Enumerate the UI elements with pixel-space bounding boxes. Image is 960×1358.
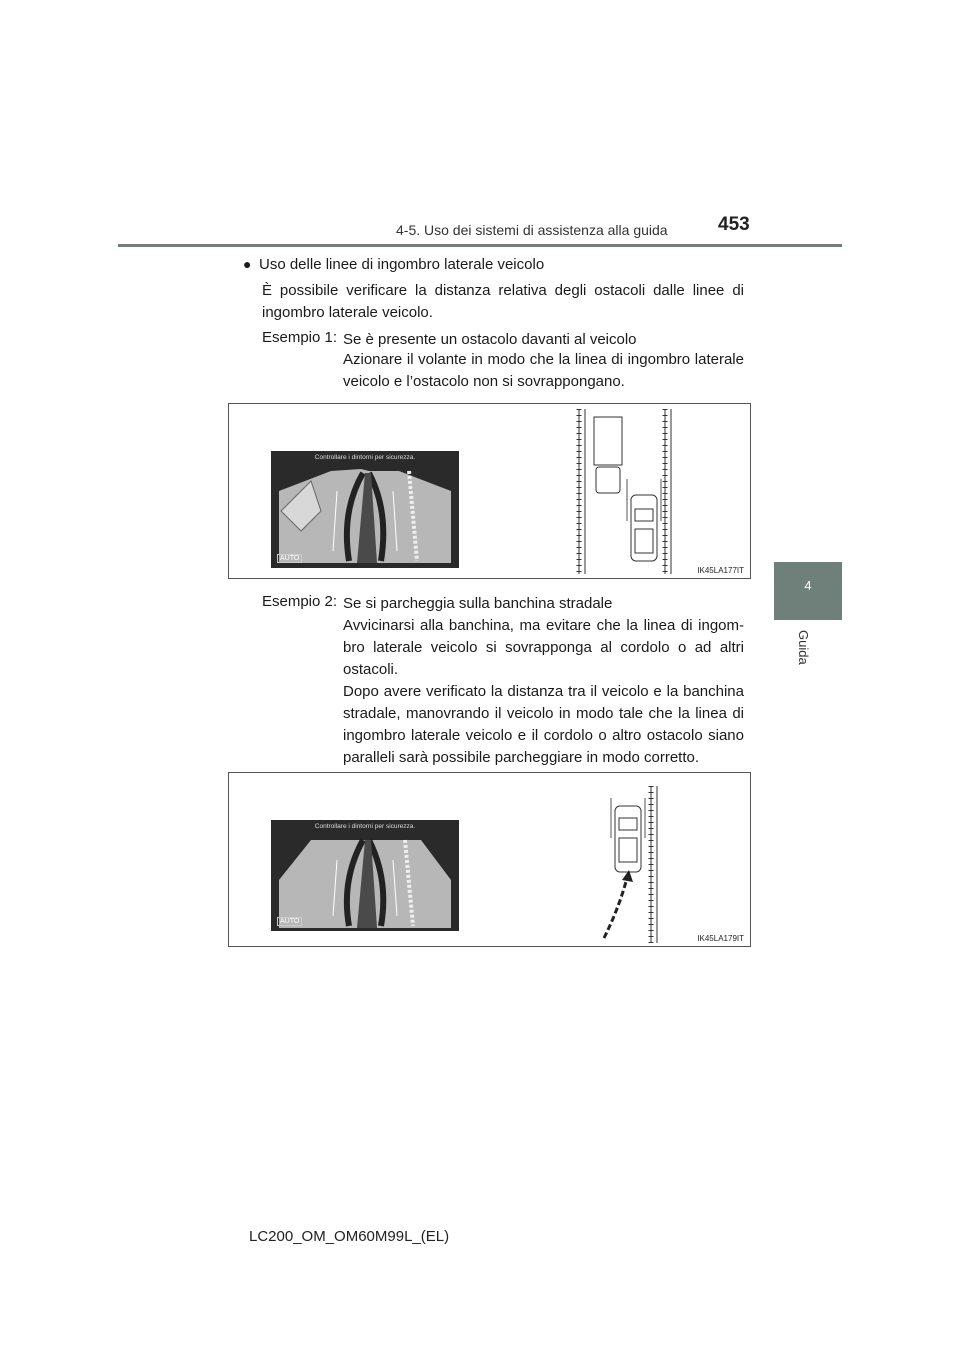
camera-screen [271,451,459,568]
bullet-title: Uso delle linee di ingombro laterale veicolo [259,256,545,273]
example1-line1: Se è presente un ostacolo davanti al veicolo [343,331,637,348]
figure-2 [228,772,751,947]
page-number: 453 [718,214,750,235]
chapter-number: 4 [804,578,812,593]
figure-1 [228,403,751,579]
example1-line2: Azionare il volante in modo che la linea di ingombro laterale veicolo e l’ostacolo non si sovrappongano. [343,351,744,390]
intro-paragraph: È possibile verificare la distanza relativa degli ostacoli dalle linee di ingombro laterale veicolo. [262,282,744,321]
figure-1-code: IK45LA177IT [697,566,744,575]
figure-2-code: IK45LA179IT [697,934,744,943]
bullet-heading [243,256,544,273]
example2-line2: Avvicinarsi alla banchina, ma evitare che la linea di ingom-bro laterale veicolo si sovrapponga al cordolo o ad altri ostacoli. [343,617,744,678]
screen-message: Controllare i dintorni per sicurezza. [314,823,416,830]
camera-screen [271,820,459,931]
header-section-title: 4-5. Uso dei sistemi di assistenza alla guida [396,222,668,238]
header-rule [118,244,842,247]
camera-view-graphic [271,451,459,568]
auto-badge: AUTO [277,917,302,926]
overhead-parking-diagram [589,778,719,943]
auto-badge: AUTO [277,554,302,563]
overhead-obstacle-diagram [569,409,699,574]
example2-label: Esempio 2: [262,593,338,610]
footer-doc-code: LC200_OM_OM60M99L_(EL) [249,1228,450,1245]
example2-line3: Dopo avere verificato la distanza tra il veicolo e la banchina stradale, manovrando il veicolo in modo tale che la linea di ingombro laterale veicolo e il cordolo o altro ostacolo siano paralleli sarà possibile parcheggiare in modo corretto. [343,683,744,766]
bullet-dot-icon: ● [243,256,252,272]
screen-message: Controllare i dintorni per sicurezza. [314,454,416,461]
chapter-label: Guida [796,630,811,665]
example2-line1: Se si parcheggia sulla banchina stradale [343,595,613,612]
chapter-tab[interactable] [774,562,842,620]
camera-view-graphic [271,820,459,931]
example1-label: Esempio 1: [262,329,338,346]
